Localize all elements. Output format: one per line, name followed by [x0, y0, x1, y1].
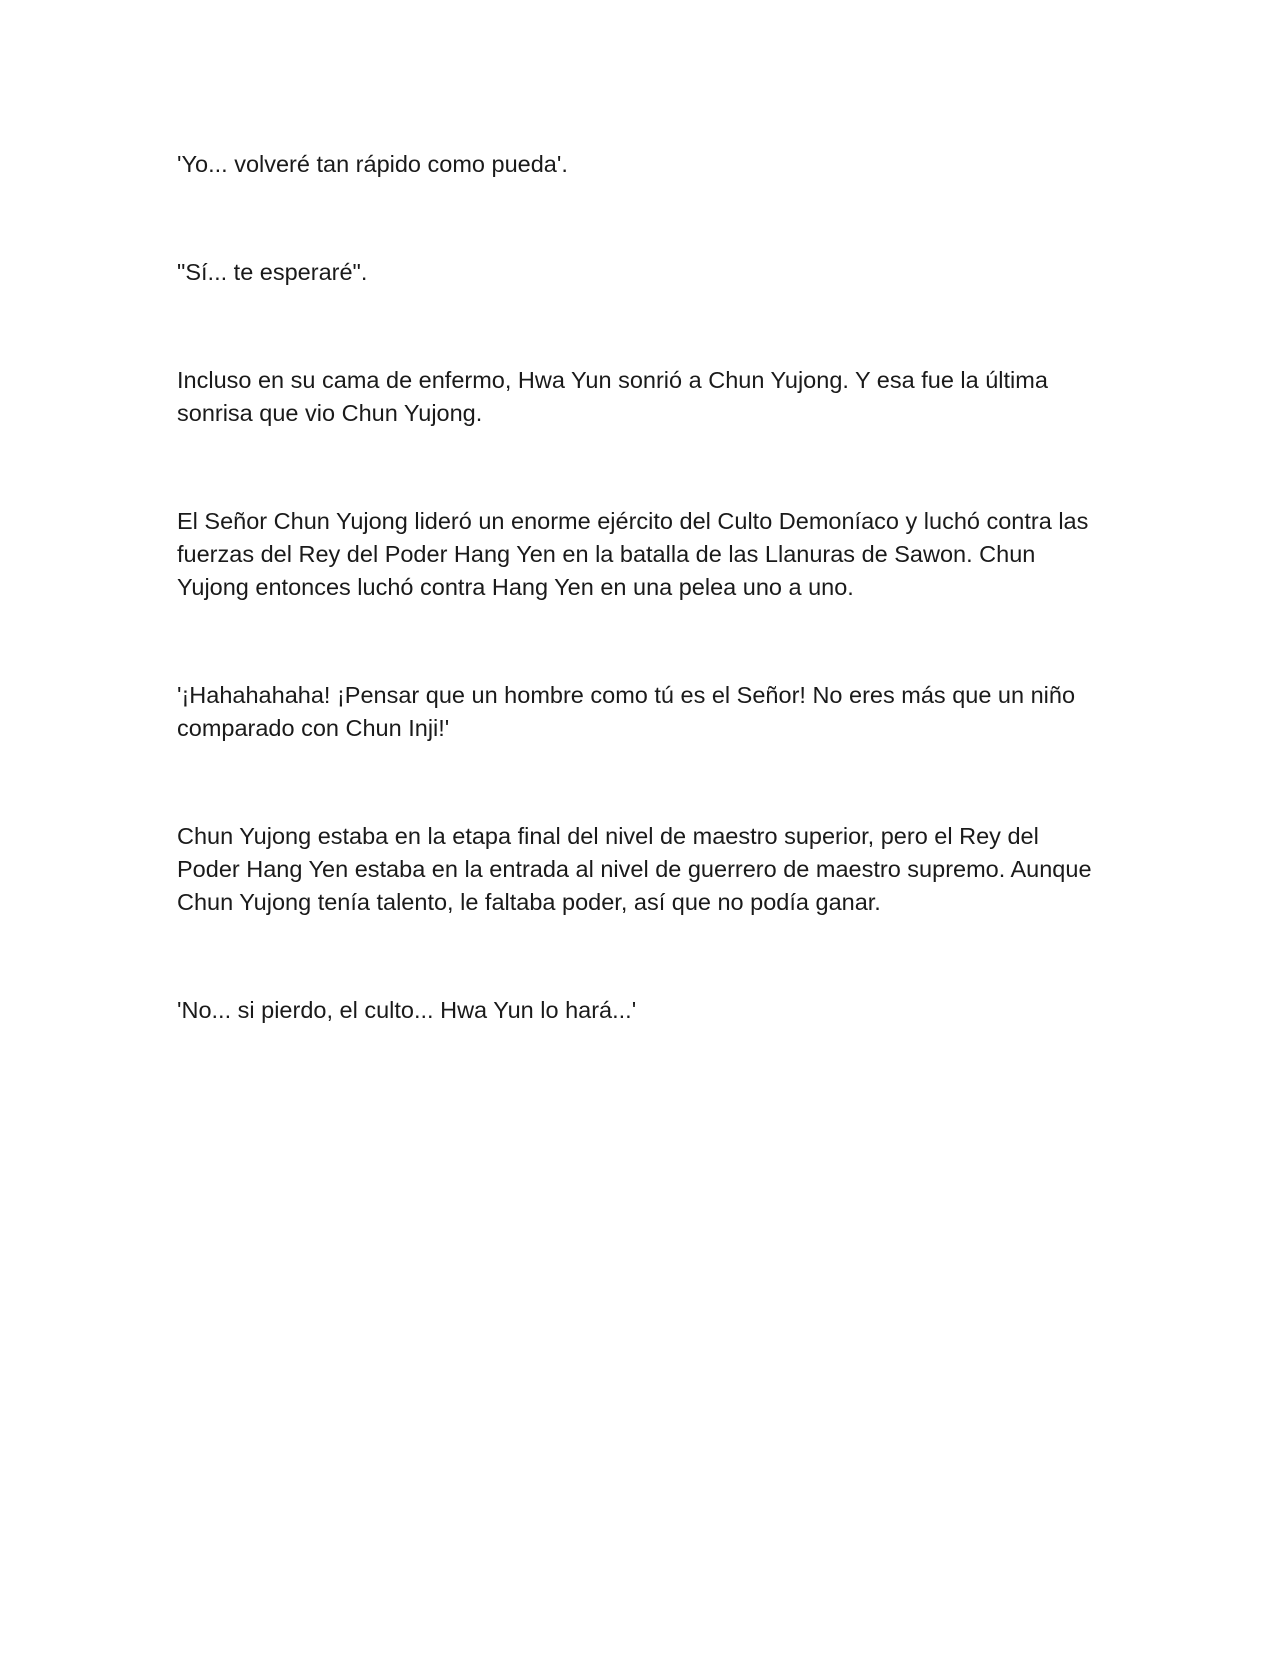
- paragraph-3: Incluso en su cama de enfermo, Hwa Yun sonrió a Chun Yujong. Y esa fue la última sonrisa que vio Chun Yujong.: [177, 367, 1048, 426]
- paragraph-1: 'Yo... volveré tan rápido como pueda'.: [177, 151, 568, 177]
- paragraph-2: "Sí... te esperaré".: [177, 259, 368, 285]
- paragraph-5: '¡Hahahahaha! ¡Pensar que un hombre como tú es el Señor! No eres más que un niño comparado con Chun Inji!': [177, 682, 1076, 741]
- paragraph-6: Chun Yujong estaba en la etapa final del nivel de maestro superior, pero el Rey del Poder Hang Yen estaba en la entrada al nivel de guerrero de maestro supremo. Aunque Chun Yujong tenía talento, le faltaba poder, así que no podía ganar.: [177, 823, 1092, 915]
- document-body: [177, 148, 1107, 1102]
- paragraph-4: El Señor Chun Yujong lideró un enorme ejército del Culto Demoníaco y luchó contra las fuerzas del Rey del Poder Hang Yen en la batalla de las Llanuras de Sawon. Chun Yujong entonces luchó contra Hang Yen en una pelea uno a uno.: [177, 508, 1089, 600]
- paragraph-7: 'No... si pierdo, el culto... Hwa Yun lo hará...': [177, 997, 637, 1023]
